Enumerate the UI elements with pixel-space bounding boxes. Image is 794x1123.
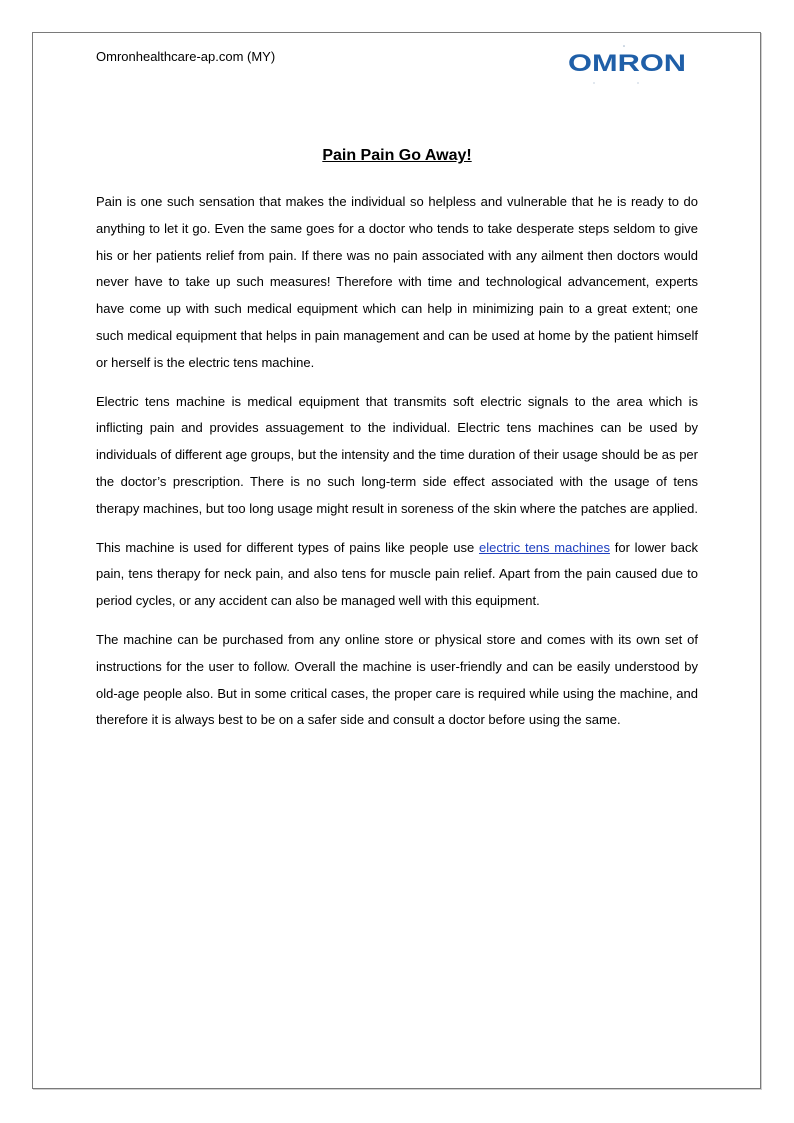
paragraph-4: The machine can be purchased from any online store or physical store and comes with its own set of instructions for the user to follow. Overall the machine is user-friendly and can be easily understood by old-age people also. But in some critical cases, the proper care is required while using the machine, and therefore it is always best to be on a safer side and consult a doctor before using the same. bbox=[96, 631, 698, 728]
header-site-name: Omronhealthcare-ap.com (MY) bbox=[96, 49, 276, 64]
omron-logo-graphic bbox=[568, 44, 688, 86]
document-title: Pain Pain Go Away! bbox=[322, 147, 472, 164]
paragraph-3-text-after: for lower back pain, tens therapy for neck pain, and also tens for muscle pain relief. Apart from the pain caused due to period cycles, or any accident can also be managed well with this equipment. bbox=[96, 539, 698, 609]
electric-tens-machines-link[interactable]: electric tens machines bbox=[479, 539, 610, 555]
omron-logo-text: OMRON bbox=[568, 50, 686, 77]
omron-logo-icon bbox=[568, 44, 688, 86]
paragraph-2: Electric tens machine is medical equipment that transmits soft electric signals to the area which is inflicting pain and provides assuagement to the individual. Electric tens machines can be used by individuals of different age groups, but the intensity and the time duration of their usage should be as per the doctor’s prescription. There is no such long-term side effect associated with the usage of tens therapy machines, but too long usage might result in soreness of the skin where the patches are applied. bbox=[96, 393, 698, 516]
paragraph-1: Pain is one such sensation that makes the individual so helpless and vulnerable that he is ready to do anything to let it go. Even the same goes for a doctor who tends to take desperate steps seldom to give his or her patients relief from pain. If there was no pain associated with any ailment then doctors would never have to take up such measures! Therefore with time and technological advancement, experts have come up with such medical equipment which can help in minimizing pain to a great extent; one such medical equipment that helps in pain management and can be used at home by the patient himself or herself is the electric tens machine. bbox=[96, 194, 698, 370]
paragraph-3 bbox=[96, 535, 698, 615]
document-body bbox=[96, 189, 698, 746]
paragraph-3-text-before: This machine is used for different types of pains like people use bbox=[96, 539, 479, 555]
